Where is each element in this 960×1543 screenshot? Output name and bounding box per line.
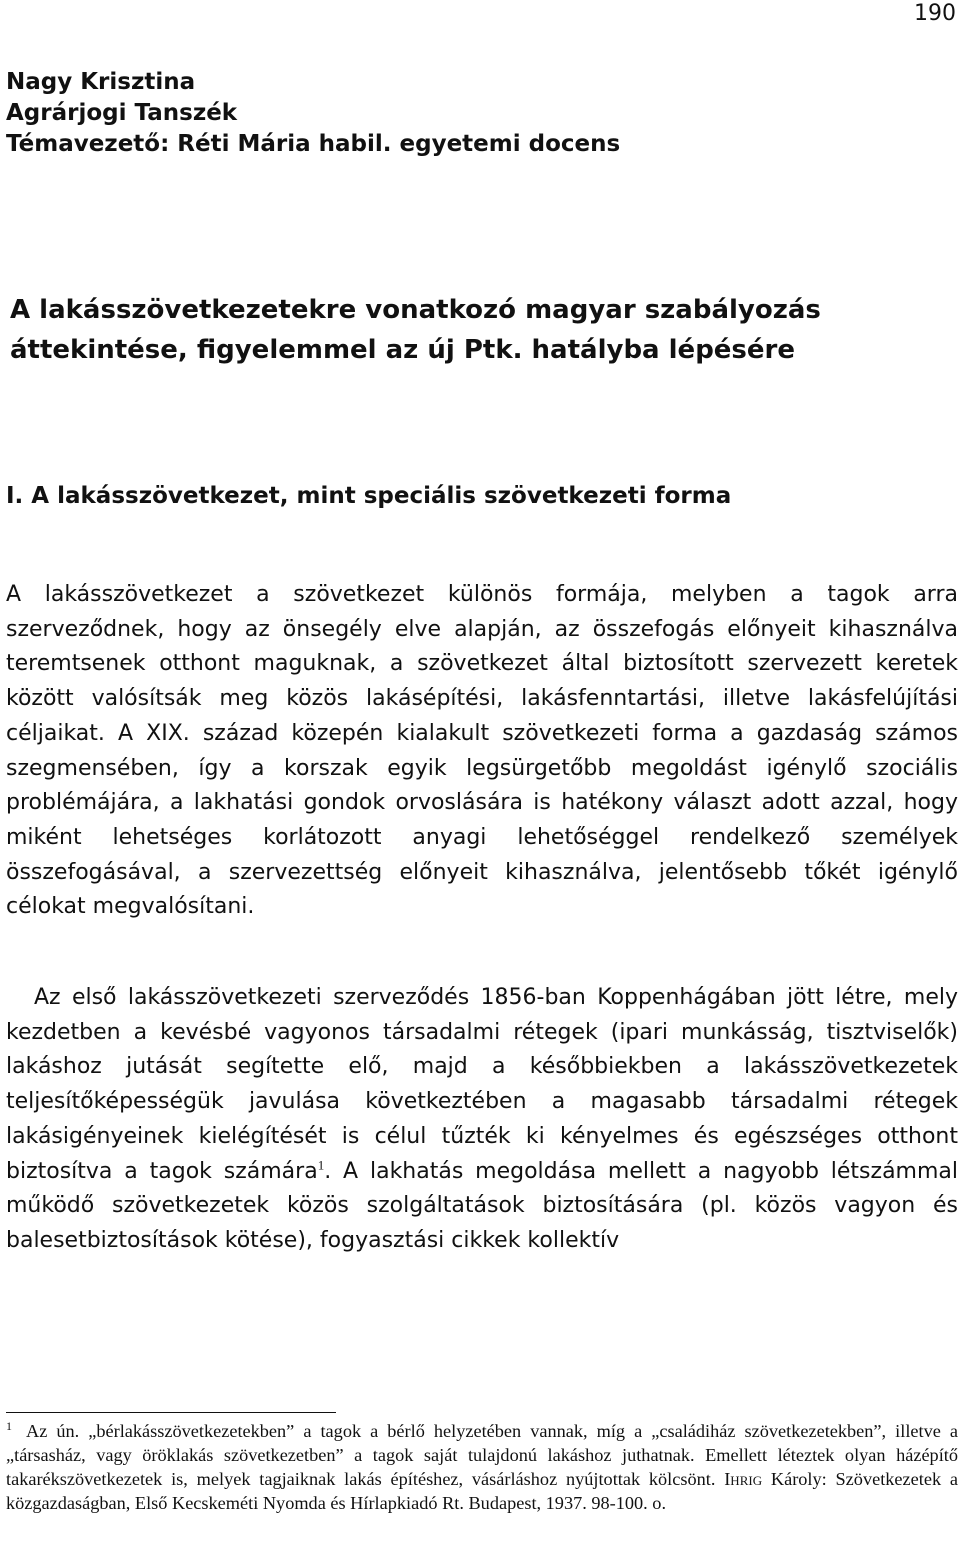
body-paragraph-1: A lakásszövetkezet a szövetkezet különös formája, melyben a tagok arra szerveződnek, hogy az önsegély elve alapján, az összefogás előnyeit kihasználva teremtsenek otthont maguknak, a szövetkezet által biztosított szervezett keretek között valósítsák meg közös lakásépítési, lakásfenntartási, illetve lakásfelújítási céljaikat. A XIX. század közepén kialakult szövetkezeti forma a gazdaság számos szegmensében, így a korszak egyik legsürgetőbb megoldást igénylő szociális problémájára, a lakhatási gondok orvoslására is hatékony választ adott azzal, hogy miként lehetséges korlátozott anyagi lehetőséggel rendelkező személyek összefogásával, a szervezettség előnyeit kihasználva, jelentősebb tőkét igénylő célokat megvalósítani.: [6, 582, 958, 920]
paragraph-2-text-start: Az első lakásszövetkezeti szerveződés 1856-ban Koppenhágában jött létre, mely kezdetben a kevésbé vagyonos társadalmi rétegek (ipari munkásság, tisztviselők) lakáshoz jutását segítette elő, majd a későbbiekben a lakásszövetkezetek teljesítőképességük javulása következtében a magasabb társadalmi rétegek lakásigényeinek kielégítését is célul tűzték ki kényelmes és egészséges otthont biztosítva a tagok számára: [6, 985, 958, 1184]
paragraph-2-text-end: . A lakhatás megoldása mellett a nagyobb létszámmal működő szövetkezetek közös szolgáltatások biztosítására (pl. közös vagyon és balesetbiztosítások kötése), fogyasztási cikkek kollektív: [6, 1158, 958, 1253]
paper-title-line-1: A lakásszövetkezetekre vonatkozó magyar szabályozás: [10, 295, 821, 325]
footnote-1: [6, 1419, 958, 1515]
footnote-text-end: Károly: Szövetkezetek a közgazdaságban, Első Kecskeméti Nyomda és Hírlapkiadó Rt. Budapest, 1937. 98-100. o.: [6, 1469, 958, 1514]
section-heading: I. A lakásszövetkezet, mint speciális szövetkezeti forma: [6, 483, 732, 509]
paper-title-line-2: áttekintése, figyelemmel az új Ptk. hatályba lépésére: [10, 335, 796, 365]
footnote-cited-author: Ihrig: [724, 1469, 763, 1490]
page-number: 190: [914, 1, 956, 26]
author-department: Agrárjogi Tanszék: [6, 100, 238, 126]
author-supervisor: Témavezető: Réti Mária habil. egyetemi docens: [6, 131, 621, 157]
footnote-text-start: Az ún. „bérlakásszövetkezetekben” a tagok a bérlő helyzetében vannak, míg a „családiház szövetkezetekben”, illetve a „társasház, vagy öröklakás szövetkezetben” a tagok saját tulajdonú lakáshoz juthatnak. Emellett léteztek olyan házépítő takarékszövetkezetek is, melyek tagjaiknak lakás építéshez, vásárláshoz nyújtottak kölcsönt.: [6, 1421, 958, 1490]
footnote-divider: [6, 1412, 336, 1413]
footnote-marker: 1: [6, 1418, 12, 1433]
body-paragraph-2: [6, 981, 958, 1259]
author-name: Nagy Krisztina: [6, 69, 196, 95]
footnote-reference-1[interactable]: 1: [317, 1157, 325, 1173]
author-block: [6, 67, 620, 160]
paper-title: [10, 290, 956, 370]
